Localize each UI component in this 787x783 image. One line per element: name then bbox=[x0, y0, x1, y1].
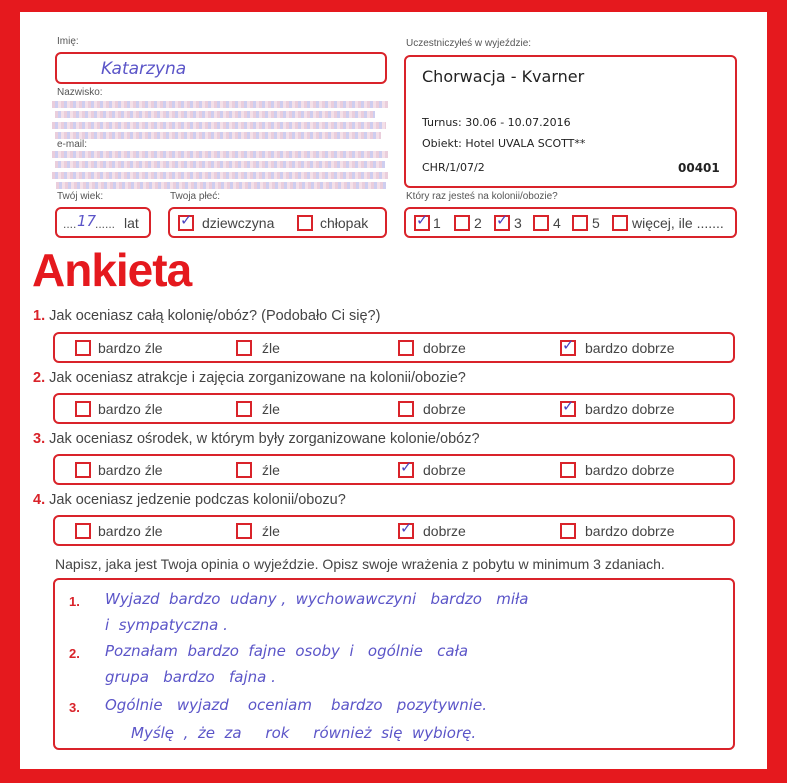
first-name-field[interactable] bbox=[55, 52, 387, 84]
q2-option-very-bad[interactable] bbox=[75, 401, 91, 417]
q4-option-bad[interactable] bbox=[236, 523, 252, 539]
times-3-label: 3 bbox=[514, 215, 522, 231]
gender-label: Twoja płeć: bbox=[170, 191, 221, 202]
page-title: Ankieta bbox=[32, 244, 192, 296]
question-3: 3. Jak oceniasz ośrodek, w którym były zorganizowane kolonie/obóz? bbox=[33, 431, 480, 447]
q3-option-very-good-label: bardzo dobrze bbox=[585, 462, 675, 478]
q1-option-very-bad[interactable] bbox=[75, 340, 91, 356]
gender-field bbox=[168, 207, 387, 238]
q1-option-bad-label: źle bbox=[262, 340, 280, 356]
check-mark-icon: ✓ bbox=[180, 211, 193, 229]
question-2-options bbox=[53, 393, 735, 424]
gender-boy-checkbox[interactable] bbox=[297, 215, 313, 231]
trip-turnus: Turnus: 30.06 - 10.07.2016 bbox=[422, 116, 571, 129]
times-2-label: 2 bbox=[474, 215, 482, 231]
opinion-num-1: 1. bbox=[69, 594, 80, 609]
q1-option-good[interactable] bbox=[398, 340, 414, 356]
times-2-checkbox[interactable] bbox=[454, 215, 470, 231]
times-3-checkbox[interactable] bbox=[494, 211, 510, 231]
trip-label: Uczestniczyłeś w wyjeździe: bbox=[406, 38, 532, 49]
gender-girl-label: dziewczyna bbox=[202, 215, 275, 231]
age-dots-right: ...... bbox=[95, 217, 116, 231]
age-label: Twój wiek: bbox=[57, 191, 104, 202]
question-2: 2. Jak oceniasz atrakcje i zajęcia zorganizowane na kolonii/obozie? bbox=[33, 370, 466, 386]
check-mark-icon: ✓ bbox=[562, 397, 575, 415]
times-field bbox=[404, 207, 737, 238]
check-mark-icon: ✓ bbox=[562, 336, 575, 354]
times-5-checkbox[interactable] bbox=[572, 215, 588, 231]
times-4-checkbox[interactable] bbox=[533, 215, 549, 231]
opinion-line-4: grupa bardzo fajna . bbox=[105, 668, 276, 686]
q2-option-bad-label: źle bbox=[262, 401, 280, 417]
times-label: Który raz jesteś na kolonii/obozie? bbox=[406, 191, 558, 202]
q3-option-good-label: dobrze bbox=[423, 462, 466, 478]
gender-boy-label: chłopak bbox=[320, 215, 369, 231]
trip-name: Chorwacja - Kvarner bbox=[422, 67, 585, 86]
q3-option-very-bad[interactable] bbox=[75, 462, 91, 478]
q1-option-bad[interactable] bbox=[236, 340, 252, 356]
opinion-line-1: Wyjazd bardzo udany , wychowawczyni bardzo miła bbox=[105, 590, 529, 608]
question-3-options bbox=[53, 454, 735, 485]
opinion-num-2: 2. bbox=[69, 646, 80, 661]
trip-obiekt: Obiekt: Hotel UVALA SCOTT** bbox=[422, 137, 586, 150]
trip-code: CHR/1/07/2 bbox=[422, 161, 485, 174]
first-name-value: Katarzyna bbox=[101, 59, 187, 79]
q4-option-bad-label: źle bbox=[262, 523, 280, 539]
check-mark-icon: ✓ bbox=[416, 211, 429, 229]
trip-info-box bbox=[404, 55, 737, 188]
q1-option-very-good-label: bardzo dobrze bbox=[585, 340, 675, 356]
q4-option-very-good-label: bardzo dobrze bbox=[585, 523, 675, 539]
opinion-line-5: Ogólnie wyjazd oceniam bardzo pozytywnie. bbox=[105, 696, 487, 714]
opinion-field[interactable] bbox=[53, 578, 735, 750]
q4-option-very-bad[interactable] bbox=[75, 523, 91, 539]
age-value: 17 bbox=[77, 212, 97, 230]
q1-option-very-bad-label: bardzo źle bbox=[98, 340, 163, 356]
times-more-label: więcej, ile ....... bbox=[632, 215, 724, 231]
gender-girl-checkbox[interactable] bbox=[178, 211, 194, 231]
opinion-line-2: i sympatyczna . bbox=[105, 616, 228, 634]
email-label: e-mail: bbox=[57, 139, 88, 150]
q2-option-good-label: dobrze bbox=[423, 401, 466, 417]
opinion-line-6: Myślę , że za rok również się wybiorę. bbox=[131, 724, 477, 742]
opinion-line-3: Poznałam bardzo fajne osoby i ogólnie cała bbox=[105, 642, 469, 660]
age-suffix: lat bbox=[124, 215, 139, 231]
q3-option-good[interactable] bbox=[398, 458, 414, 478]
times-4-label: 4 bbox=[553, 215, 561, 231]
q4-option-good-label: dobrze bbox=[423, 523, 466, 539]
first-name-label: Imię: bbox=[57, 36, 79, 47]
times-1-checkbox[interactable] bbox=[414, 211, 430, 231]
age-dots-left: .... bbox=[63, 217, 77, 231]
q3-option-very-good[interactable] bbox=[560, 462, 576, 478]
trip-number: 00401 bbox=[678, 161, 720, 175]
q4-option-very-good[interactable] bbox=[560, 523, 576, 539]
q2-option-bad[interactable] bbox=[236, 401, 252, 417]
question-4-options bbox=[53, 515, 735, 546]
q1-option-very-good[interactable] bbox=[560, 336, 576, 356]
q1-option-good-label: dobrze bbox=[423, 340, 466, 356]
question-1-options bbox=[53, 332, 735, 363]
age-field[interactable] bbox=[55, 207, 151, 238]
q3-option-bad-label: źle bbox=[262, 462, 280, 478]
times-5-label: 5 bbox=[592, 215, 600, 231]
opinion-num-3: 3. bbox=[69, 700, 80, 715]
times-more-checkbox[interactable] bbox=[612, 215, 628, 231]
q2-option-very-bad-label: bardzo źle bbox=[98, 401, 163, 417]
q2-option-very-good[interactable] bbox=[560, 397, 576, 417]
q2-option-very-good-label: bardzo dobrze bbox=[585, 401, 675, 417]
last-name-label: Nazwisko: bbox=[57, 87, 103, 98]
check-mark-icon: ✓ bbox=[496, 211, 509, 229]
q3-option-bad[interactable] bbox=[236, 462, 252, 478]
check-mark-icon: ✓ bbox=[400, 519, 413, 537]
question-1: 1. Jak oceniasz całą kolonię/obóz? (Podobało Ci się?) bbox=[33, 308, 381, 324]
question-4: 4. Jak oceniasz jedzenie podczas kolonii/obozu? bbox=[33, 492, 346, 508]
q3-option-very-bad-label: bardzo źle bbox=[98, 462, 163, 478]
opinion-prompt: Napisz, jaka jest Twoja opinia o wyjeździe. Opisz swoje wrażenia z pobytu w minimum 3 zdaniach. bbox=[55, 556, 665, 572]
q4-option-very-bad-label: bardzo źle bbox=[98, 523, 163, 539]
q2-option-good[interactable] bbox=[398, 401, 414, 417]
check-mark-icon: ✓ bbox=[400, 458, 413, 476]
times-1-label: 1 bbox=[433, 215, 441, 231]
q4-option-good[interactable] bbox=[398, 519, 414, 539]
